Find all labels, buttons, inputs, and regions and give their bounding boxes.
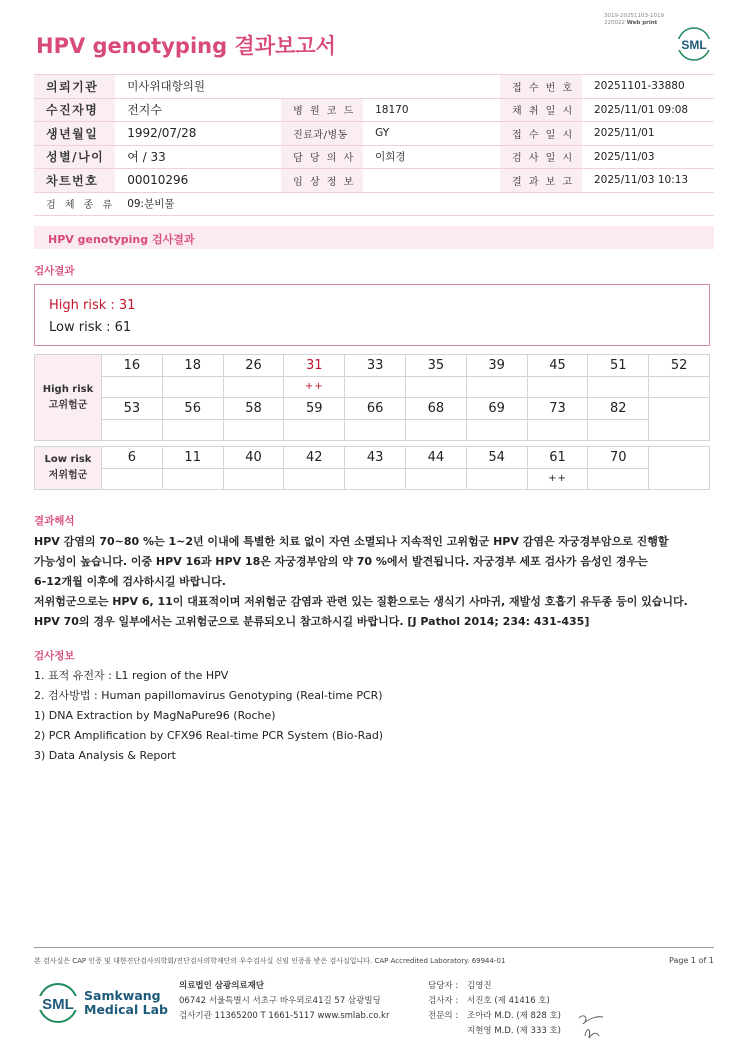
result-banner <box>34 226 714 249</box>
result-mark-cell <box>102 468 163 490</box>
collect-value: 2025/11/01 09:08 <box>582 98 714 122</box>
receipt-no-value: 20251101-33880 <box>582 75 714 99</box>
info-row-2 <box>34 98 714 122</box>
genotype-cell: 11 <box>162 447 223 469</box>
genotype-cell: 54 <box>466 447 527 469</box>
high-type-row-2 <box>35 398 710 420</box>
genotype-cell: 66 <box>345 398 406 420</box>
result-mark-cell <box>162 419 223 441</box>
result-mark-cell <box>527 376 588 398</box>
collect-label: 채 취 일 시 <box>500 98 582 122</box>
web-print-label: Web print <box>626 20 658 26</box>
genotype-cell: 33 <box>345 355 406 377</box>
genotype-cell: 56 <box>162 398 223 420</box>
genotype-cell: 51 <box>588 355 649 377</box>
staff-tester: 서진호 (제 41416 호) <box>467 996 550 1006</box>
name-label: 수진자명 <box>34 98 115 122</box>
genotype-cell: 44 <box>405 447 466 469</box>
result-mark-cell <box>588 376 649 398</box>
dept-label: 진료과/병동 <box>281 122 363 146</box>
result-mark-cell <box>223 468 284 490</box>
result-mark-cell <box>466 376 527 398</box>
test-info-title: 검사정보 <box>34 650 75 662</box>
test-info-line: 2) PCR Amplification by CFX96 Real-time PCR System (Bio-Rad) <box>34 729 384 742</box>
info-row-5 <box>34 169 714 193</box>
interpretation-line: 가능성이 높습니다. 이중 HPV 16과 HPV 18은 자궁경부암의 약 70 %에서 발견됩니다. 자궁경부 세포 검사가 음성인 경우는 <box>34 555 648 568</box>
receive-label: 접 수 일 시 <box>500 122 582 146</box>
staff-manager: 김영진 <box>467 981 492 991</box>
clinical-label: 임 상 정 보 <box>281 169 363 193</box>
genotype-cell: 18 <box>162 355 223 377</box>
result-mark-positive: ++ <box>284 376 345 398</box>
patient-info-table <box>34 74 714 216</box>
test-date-value: 2025/11/03 <box>582 145 714 169</box>
low-risk-label-en: Low risk <box>44 454 92 465</box>
sml-logo-icon <box>676 26 712 62</box>
genotype-cell-positive: 31 <box>284 355 345 377</box>
high-type-row-1 <box>35 355 710 377</box>
result-banner-title: HPV genotyping 검사결과 <box>48 233 195 246</box>
genotype-cell: 26 <box>223 355 284 377</box>
interpretation-title: 결과해석 <box>34 515 75 527</box>
result-mark-cell <box>345 468 406 490</box>
genotype-cell: 52 <box>649 355 710 377</box>
chart-no-label: 차트번호 <box>34 169 115 193</box>
organization-name: 의료법인 삼광의료재단 <box>179 981 265 991</box>
page-title: HPV genotyping 결과보고서 <box>36 34 336 58</box>
company-logo-text: Samkwang Medical Lab <box>84 988 168 1017</box>
interpretation-line: 6-12개월 이후에 검사하시길 바랍니다. <box>34 575 226 588</box>
staff-specialist-2: 지현영 M.D. (제 333 호) <box>467 1026 562 1036</box>
signature-icon <box>575 1008 611 1042</box>
result-mark-cell <box>162 468 223 490</box>
test-info-line: 2. 검사방법 : Human papillomavirus Genotyping (Real-time PCR) <box>34 689 383 702</box>
result-mark-cell <box>405 376 466 398</box>
svg-text:SML: SML <box>42 996 74 1013</box>
genotype-cell: 53 <box>102 398 163 420</box>
chart-no-value: 00010296 <box>115 169 281 193</box>
genotype-cell: 58 <box>223 398 284 420</box>
result-mark-cell <box>345 419 406 441</box>
test-info-list <box>34 666 383 766</box>
genotype-cell: 35 <box>405 355 466 377</box>
result-mark-cell <box>527 419 588 441</box>
high-risk-label-ko: 고위험군 <box>48 399 88 411</box>
result-mark-cell <box>345 376 406 398</box>
result-mark-cell <box>284 468 345 490</box>
staff-names <box>467 979 561 1039</box>
dob-label: 생년월일 <box>34 122 115 146</box>
genotype-cell: 70 <box>588 447 649 469</box>
result-mark-cell <box>466 419 527 441</box>
organization-address: 06742 서울특별시 서초구 바우뫼로41길 57 삼광빌딩 <box>179 996 381 1006</box>
receipt-no-label: 접 수 번 호 <box>500 75 582 99</box>
risk-summary-box <box>34 284 710 346</box>
info-row-3 <box>34 122 714 146</box>
result-mark-cell <box>405 419 466 441</box>
specimen-label: 검 체 종 류 <box>34 192 115 216</box>
interpretation-line: HPV 70의 경우 일부에서는 고위험군으로 분류되오니 참고하시길 바랍니다. [J Pathol 2014; 234: 431-435] <box>34 615 590 628</box>
low-risk-label-ko: 저위험군 <box>48 470 88 481</box>
interpretation-line: 저위험군으로는 HPV 6, 11이 대표적이며 저위험군 감염과 관련 있는 질환으로는 생식기 사마귀, 재발성 호흡기 유두종 등이 있습니다. <box>34 595 688 608</box>
low-risk-grid <box>34 446 710 490</box>
result-mark-cell <box>223 376 284 398</box>
accreditation-note: 본 검사실은 CAP 인증 및 대한진단검사의학회/진단검사의학재단의 우수검사실 신임 인증을 받은 검사실입니다. CAP Accredited Laboratory. 69944-01 <box>34 957 506 965</box>
ward-code-value: 18170 <box>363 98 500 122</box>
info-row-1 <box>34 75 714 99</box>
specimen-value: 09:분비물 <box>115 192 714 216</box>
genotype-cell: 82 <box>588 398 649 420</box>
genotype-cell: 39 <box>466 355 527 377</box>
info-row-6 <box>34 192 714 216</box>
doctor-label: 담 당 의 사 <box>281 145 363 169</box>
result-mark-cell <box>466 468 527 490</box>
institution-value: 미사위대항의원 <box>115 75 500 99</box>
report-date-label: 결 과 보 고 <box>500 169 582 193</box>
genotype-cell: 61 <box>527 447 588 469</box>
institution-label: 의뢰기관 <box>34 75 115 99</box>
svg-text:SML: SML <box>681 38 707 52</box>
low-risk-summary: Low risk : 61 <box>49 320 132 335</box>
test-info-line: 1) DNA Extraction by MagNaPure96 (Roche) <box>34 709 276 722</box>
genotype-cell: 6 <box>102 447 163 469</box>
result-mark-cell <box>284 419 345 441</box>
interpretation-text <box>34 532 688 632</box>
test-info-line: 3) Data Analysis & Report <box>34 749 176 762</box>
doctor-value: 이희경 <box>363 145 500 169</box>
high-risk-summary: High risk : 31 <box>49 298 136 313</box>
genotype-cell: 42 <box>284 447 345 469</box>
result-mark-cell <box>102 376 163 398</box>
result-mark-positive: ++ <box>527 468 588 490</box>
genotype-cell: 16 <box>102 355 163 377</box>
staff-labels: 담당자 : 검사자 : 전문의 : <box>428 981 459 1021</box>
page-number: Page 1 of 1 <box>669 956 714 965</box>
low-mark-row-1 <box>35 468 710 490</box>
result-mark-cell <box>223 419 284 441</box>
high-risk-grid <box>34 354 710 441</box>
low-risk-label <box>35 447 102 490</box>
result-mark-cell <box>102 419 163 441</box>
genotype-cell: 43 <box>345 447 406 469</box>
genotype-cell: 68 <box>405 398 466 420</box>
sex-age-label: 성별/나이 <box>34 145 115 169</box>
result-mark-cell <box>649 376 710 398</box>
organization-info <box>179 979 389 1024</box>
result-mark-cell <box>588 468 649 490</box>
report-code: 3019-20251103-1019 220022 Web print <box>604 13 664 26</box>
name-value: 전지수 <box>115 98 281 122</box>
genotype-cell: 73 <box>527 398 588 420</box>
high-risk-label-en: High risk <box>42 383 94 395</box>
high-mark-row-1 <box>35 376 710 398</box>
high-risk-label <box>35 355 102 441</box>
genotype-cell: 40 <box>223 447 284 469</box>
empty-cell <box>649 398 710 441</box>
sex-age-value: 여 / 33 <box>115 145 281 169</box>
receive-value: 2025/11/01 <box>582 122 714 146</box>
result-section-title: 검사결과 <box>34 265 75 277</box>
clinical-value <box>363 169 500 193</box>
interpretation-line: HPV 감염의 70~80 %는 1~2년 이내에 특별한 치료 없이 자연 소멸되나 지속적인 고위험군 HPV 감염은 자궁경부암으로 진행할 <box>34 535 669 548</box>
dept-value: GY <box>363 122 500 146</box>
staff-specialist-1: 조아라 M.D. (제 828 호) <box>467 1011 562 1021</box>
sml-logo-icon <box>36 982 80 1024</box>
result-mark-cell <box>588 419 649 441</box>
empty-cell <box>649 447 710 490</box>
dob-value: 1992/07/28 <box>115 122 281 146</box>
result-mark-cell <box>162 376 223 398</box>
organization-contact: 검사기관 11365200 T 1661-5117 www.smlab.co.kr <box>179 1011 390 1021</box>
test-info-line: 1. 표적 유전자 : L1 region of the HPV <box>34 669 229 682</box>
result-mark-cell <box>405 468 466 490</box>
ward-code-label: 병 원 코 드 <box>281 98 363 122</box>
test-date-label: 검 사 일 시 <box>500 145 582 169</box>
info-row-4 <box>34 145 714 169</box>
footer-divider <box>34 947 714 948</box>
genotype-cell: 45 <box>527 355 588 377</box>
high-mark-row-2 <box>35 419 710 441</box>
genotype-cell: 69 <box>466 398 527 420</box>
low-type-row-1 <box>35 447 710 469</box>
genotype-cell: 59 <box>284 398 345 420</box>
report-date-value: 2025/11/03 10:13 <box>582 169 714 193</box>
